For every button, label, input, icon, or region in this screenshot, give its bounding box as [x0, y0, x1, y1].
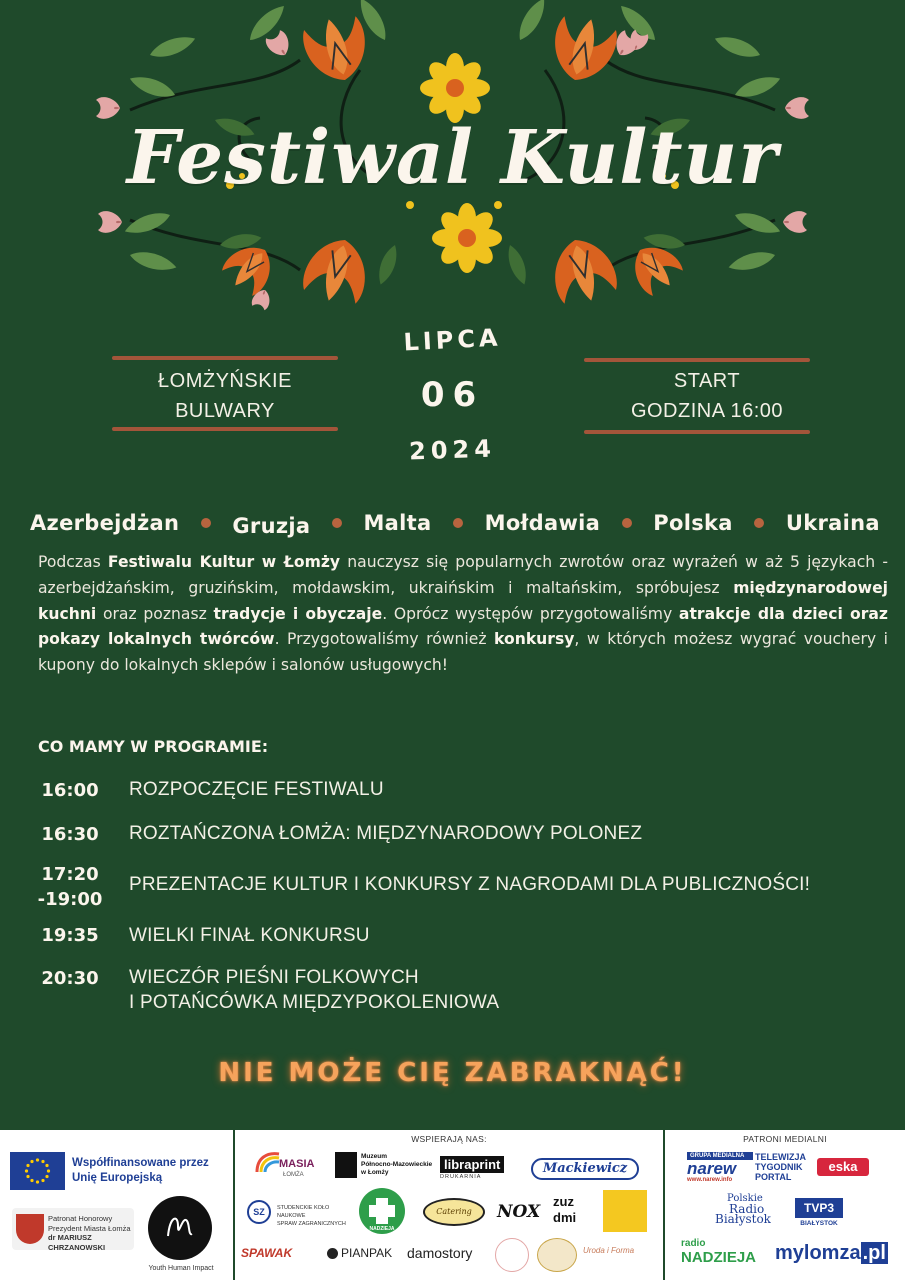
desc-text: oraz poznasz — [96, 604, 214, 623]
program-event: ROZPOCZĘCIE FESTIWALU — [129, 779, 384, 800]
nadzieja-badge-text: NADZIEJA — [369, 1226, 395, 1232]
tvp3-subtext: BIAŁYSTOK — [800, 1220, 838, 1227]
eu-flag-icon — [10, 1152, 65, 1190]
festival-title: Festiwal Kultur — [126, 115, 779, 201]
desc-text: Podczas — [38, 553, 108, 571]
uroda-i-forma-logo: Uroda i Forma — [583, 1246, 635, 1255]
tvp3-logo: TVP3 — [795, 1198, 843, 1218]
mackiewicz-logo: Mackiewicz — [531, 1158, 639, 1180]
eu-cofunding-text — [72, 1156, 209, 1186]
yhi-caption: Youth Human Impact — [148, 1265, 214, 1272]
radio-text: radio — [681, 1238, 706, 1249]
eu-line-2: Unię Europejską — [72, 1172, 163, 1184]
sponsors-footer — [0, 1130, 905, 1280]
program-event: WIECZÓR PIEŚNI FOLKOWYCH — [129, 967, 419, 988]
narew-url: www.narew.info — [687, 1177, 733, 1183]
footer-left-column — [0, 1130, 233, 1280]
media-type-3: PORTAL — [755, 1172, 792, 1182]
program-time: 16:00 — [41, 780, 99, 801]
libraprint-subtext: DRUKARNIA — [440, 1174, 482, 1180]
libraprint-logo — [440, 1156, 520, 1182]
location-line-2: BULWARY — [175, 400, 275, 422]
sz-line-2: SPRAW ZAGRANICZNYCH — [277, 1221, 346, 1227]
program-event-cont: I POTAŃCÓWKA MIĘDZYPOKOLENIOWA — [129, 992, 500, 1013]
separator-dot — [622, 518, 632, 528]
honorary-patronage-badge — [12, 1208, 134, 1250]
media-type-2: TYGODNIK — [755, 1162, 803, 1172]
beauty-salon-logo — [495, 1238, 529, 1272]
program-time: 20:30 — [41, 968, 99, 989]
muzeum-logo — [335, 1152, 435, 1182]
pianpak-logo — [327, 1242, 407, 1264]
countries-row — [30, 503, 880, 543]
desc-bold: Festiwalu Kultur w Łomży — [107, 553, 341, 571]
separator-dot — [754, 518, 764, 528]
zuzdmi-logo — [553, 1194, 593, 1230]
prb-line-2: Radio — [729, 1202, 765, 1216]
libraprint-text: libraprint — [440, 1156, 504, 1173]
separator-dot — [332, 518, 342, 528]
program-time: 19:35 — [41, 925, 99, 946]
festival-description — [38, 550, 888, 679]
eska-logo: eska — [817, 1158, 869, 1176]
polskie-radio-bialystok-logo — [715, 1194, 785, 1224]
supporters-heading: WSPIERAJĄ NAS: — [411, 1134, 487, 1144]
zuz-line-2: dmi — [553, 1210, 577, 1225]
nox-logo: NOX — [497, 1202, 541, 1222]
location-line-1: ŁOMŻYŃSKIE — [158, 370, 292, 392]
masia-text: MASIA — [279, 1158, 315, 1170]
media-patrons-heading: PATRONI MEDIALNI — [743, 1134, 827, 1144]
patron-line-2: Prezydent Miasta Łomża — [48, 1223, 131, 1233]
country-moldova: Mołdawia — [484, 511, 601, 535]
country-georgia: Gruzja — [232, 514, 311, 538]
narew-media-types — [755, 1152, 806, 1182]
muzeum-line-3: w Łomży — [361, 1169, 389, 1176]
date-month: LIPCA — [402, 323, 503, 357]
country-ukraine: Ukraina — [785, 511, 880, 535]
prb-line-1: Polskie — [727, 1193, 763, 1204]
footer-supporters-column — [235, 1130, 663, 1280]
program-time-end: -19:00 — [37, 889, 103, 910]
desc-text: , w których możesz wygrać vouchery i kupony do lokalnych sklepów i salonów usługowych! — [38, 630, 889, 675]
patron-line-3: dr MARIUSZ CHRZANOWSKI — [48, 1233, 106, 1252]
desc-text: nauczysz się popularnych zwrotów oraz wyrażeń w aż 5 językach - azerbejdżańskim, gruzińskim, mołdawskim, ukraińskim i maltańskim, spróbujesz — [38, 553, 889, 597]
round-shop-logo — [537, 1238, 577, 1272]
youth-human-impact-logo — [148, 1196, 212, 1260]
narew-group-text: GRUPA MEDIALNA — [687, 1152, 753, 1160]
muzeum-line-2: Północno-Mazowieckie — [361, 1161, 433, 1168]
country-poland: Polska — [653, 511, 733, 535]
sz-logo — [245, 1198, 355, 1226]
muzeum-line-1: Muzeum — [361, 1153, 387, 1160]
date-day: 06 — [420, 375, 485, 415]
program-event: PREZENTACJE KULTUR I KONKURSY Z NAGRODAMI DLA PUBLICZNOŚCI! — [129, 874, 811, 895]
sz-text: SZ — [247, 1200, 271, 1224]
masia-subtext: ŁOMŻA — [283, 1172, 304, 1178]
desc-bold: atrakcje dla dzieci oraz pokazy lokalnych twórców — [38, 604, 889, 649]
lomza-coat-of-arms-icon — [16, 1214, 44, 1244]
zuz-line-1: zuz — [553, 1194, 574, 1209]
start-block — [584, 366, 830, 426]
sz-line-1: STUDENCKIE KOŁO NAUKOWE — [277, 1205, 330, 1219]
footer-media-column — [665, 1130, 905, 1280]
catering-logo: Catering — [423, 1198, 485, 1226]
radio-nadzieja-logo — [681, 1238, 756, 1266]
country-malta: Malta — [363, 511, 432, 535]
separator-dot — [201, 518, 211, 528]
start-line-1: START — [673, 370, 741, 392]
program-event: WIELKI FINAŁ KONKURSU — [129, 925, 370, 946]
desc-bold: tradycje i obyczaje — [213, 604, 383, 623]
left-bottom-rule — [112, 427, 338, 431]
media-type-1: TELEWIZJA — [755, 1152, 806, 1162]
right-bottom-rule — [584, 430, 810, 434]
program-heading: CO MAMY W PROGRAMIE: — [38, 737, 269, 756]
patron-line-1: Patronat Honorowy — [48, 1214, 113, 1223]
spawak-logo: SPAWAK — [241, 1246, 293, 1260]
call-to-action: NIE MOŻE CIĘ ZABRAKNĄĆ! — [218, 1058, 687, 1088]
pianpak-icon — [327, 1248, 338, 1259]
prb-line-3: Białystok — [715, 1212, 771, 1226]
narew-text: narew — [687, 1159, 737, 1178]
date-year: 2024 — [408, 434, 497, 466]
bakery-logo — [603, 1190, 647, 1232]
right-top-rule — [584, 358, 810, 362]
eu-line-1: Współfinansowane przez — [72, 1157, 209, 1169]
mylomza-logo — [775, 1242, 888, 1265]
narew-logo — [687, 1152, 753, 1188]
program-time: 16:30 — [41, 824, 99, 845]
program-event: ROZTAŃCZONA ŁOMŻA: MIĘDZYNARODOWY POLONEZ — [129, 823, 643, 844]
separator-dot — [453, 518, 463, 528]
desc-bold: międzynarodowej kuchni — [38, 578, 888, 623]
desc-text: . Oprócz występów przygotowaliśmy — [382, 604, 679, 623]
desc-bold: konkursy — [494, 630, 575, 649]
program-time: 17:20 — [41, 864, 99, 885]
damostory-logo: damostory — [407, 1245, 473, 1261]
nadzieja-rescue-badge — [359, 1188, 405, 1234]
mylomza-tld: .pl — [862, 1242, 886, 1264]
pianpak-text: PIANPAK — [341, 1246, 393, 1260]
masia-logo — [253, 1148, 323, 1186]
country-azerbaijan: Azerbejdżan — [30, 511, 180, 535]
desc-text: . Przygotowaliśmy również — [274, 630, 495, 649]
start-line-2: GODZINA 16:00 — [630, 400, 784, 422]
nadzieja-text: NADZIEJA — [681, 1249, 757, 1266]
mylomza-text: mylomza — [775, 1242, 861, 1264]
